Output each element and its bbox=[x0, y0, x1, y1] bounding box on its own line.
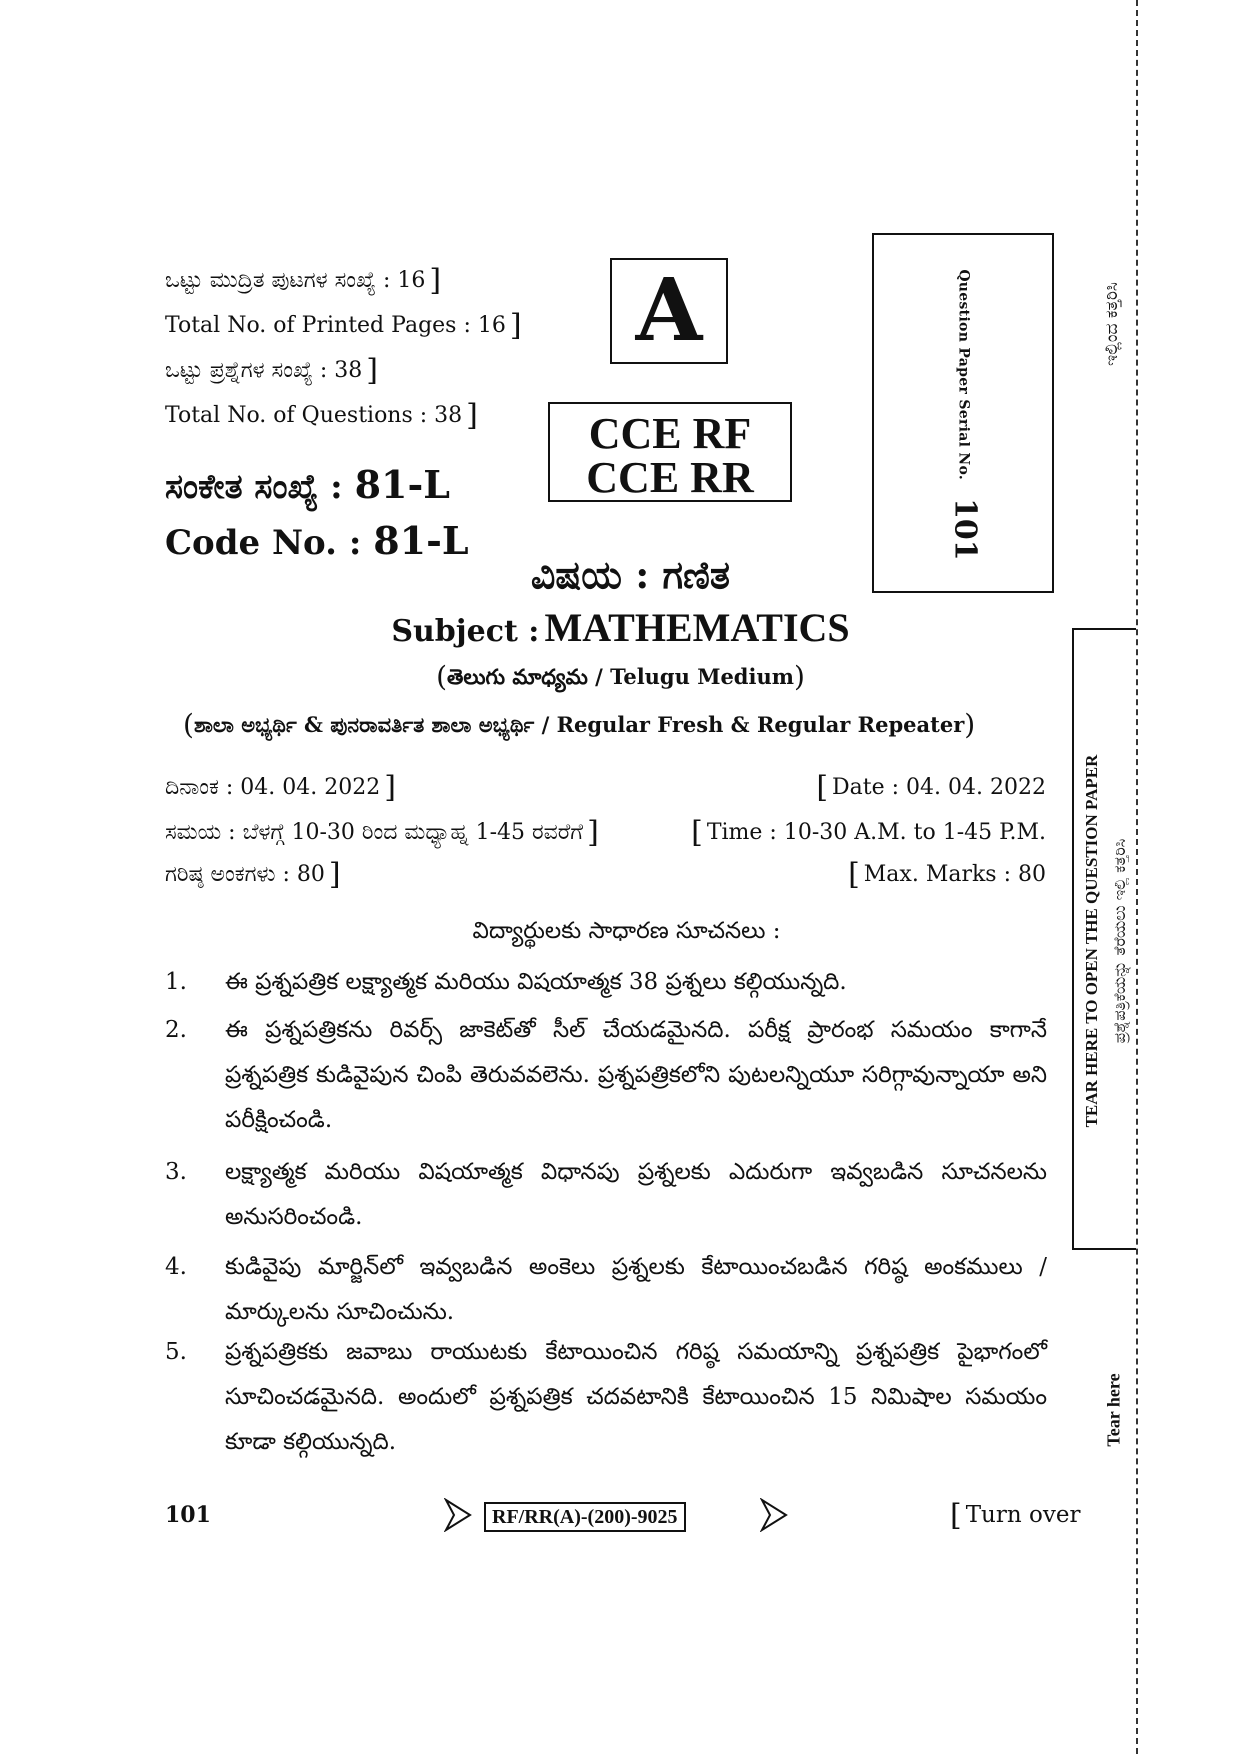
instruction-item: 3. లక్ష్యాత్మక మరియు విషయాత్మక విధానపు ప్రశ్నలకు ఎదురుగా ఇవ్వబడిన సూచనలను అనుసరించండి. bbox=[165, 1159, 1047, 1230]
tear-instruction-kannada: ಪ್ರಶ್ನೆಪತ್ರಿಕೆಯನ್ನು ತೆರೆಯಲು ಇಲ್ಲಿ ಕತ್ತರಿಸಿ bbox=[1110, 838, 1129, 1044]
arrow-right-icon bbox=[444, 1498, 472, 1532]
cce-box: CCE RF CCE RR bbox=[548, 402, 792, 502]
turn-over: [ Turn over bbox=[950, 1498, 1081, 1533]
tear-line bbox=[1136, 0, 1138, 1754]
time-kannada: ಸಮಯ : ಬೆಳಗ್ಗೆ 10-30 ರಿಂದ ಮಧ್ಯಾಹ್ನ 1-45 ರವರೆಗೆ ] bbox=[165, 815, 599, 850]
tear-here: Tear here bbox=[1103, 1373, 1124, 1447]
cut-here-kannada-wrap bbox=[1102, 282, 1196, 366]
serial-number: 101 bbox=[947, 498, 983, 561]
date-kannada: ದಿನಾಂಕ : 04. 04. 2022 ] bbox=[165, 770, 396, 805]
version-box: A bbox=[610, 258, 728, 364]
date-english: [ Date : 04. 04. 2022 bbox=[816, 770, 1046, 805]
instruction-item: 5. ప్రశ్నపత్రికకు జవాబు రాయుటకు కేటాయించిన గరిష్ఠ సమయాన్ని ప్రశ్నపత్రిక పైభాగంలో సూచించడమైనది. అందులో ప్రశ్నపత్రిక చదవటానికి కేటాయించిన 15 నిమిషాల సమయం కూడా కల్గియున్నది. bbox=[165, 1339, 1047, 1455]
medium-line: (తెలుగు మాధ్యమ / Telugu Medium) bbox=[436, 660, 805, 693]
instruction-item: 2. ఈ ప్రశ్నపత్రికను రివర్స్ జాకెట్‌తో సీల్ చేయడమైనది. పరీక్ష ప్రారంభ సమయం కాగానే ప్రశ్నపత్రిక కుడివైపున చింపి తెరువవలెను. ప్రశ్నపత్రికలోని పుటలన్నియూ సరిగ్గావున్నాయా అని పరీక్షించండి. bbox=[165, 1017, 1047, 1133]
tear-instruction-box bbox=[1072, 628, 1136, 1250]
instruction-item: 4. కుడివైపు మార్జిన్‌లో ఇవ్వబడిన అంకెలు ప్రశ్నలకు కేటాయించబడిన గరిష్ఠ అంకములు / మార్కులను సూచించును. bbox=[165, 1254, 1047, 1325]
time-english: [ Time : 10-30 A.M. to 1-45 P.M. bbox=[691, 815, 1046, 850]
questions-count-english: Total No. of Questions : 38 ] bbox=[165, 398, 478, 433]
subject-kannada: ವಿಷಯ : ಗಣಿತ bbox=[530, 552, 731, 597]
serial-label: Question Paper Serial No. bbox=[955, 269, 972, 481]
footer-page-number: 101 bbox=[165, 1502, 211, 1528]
code-number-english: Code No. : 81-L bbox=[165, 518, 469, 563]
instruction-item: 1. ఈ ప్రశ్నపత్రిక లక్ష్యాత్మక మరియు విషయాత్మక 38 ప్రశ్నలు కల్గియున్నది. bbox=[165, 969, 847, 995]
subject-english: Subject : MATHEMATICS bbox=[391, 605, 850, 650]
code-number-kannada: ಸಂಕೇತ ಸಂಖ್ಯೆ : 81-L bbox=[165, 462, 450, 507]
marks-english: [ Max. Marks : 80 bbox=[848, 857, 1046, 892]
tear-here-wrap bbox=[1103, 1373, 1187, 1447]
candidate-type: (ಶಾಲಾ ಅಭ್ಯರ್ಥಿ & ಪುನರಾವರ್ತಿತ ಶಾಲಾ ಅಭ್ಯರ್ಥಿ / Regular Fresh & Regular Repeater) bbox=[183, 708, 976, 741]
tear-instruction-english: TEAR HERE TO OPEN THE QUESTION PAPER bbox=[1082, 754, 1101, 1128]
serial-number-box bbox=[872, 233, 1054, 593]
footer-print-code: RF/RR(A)-(200)-9025 bbox=[484, 1502, 686, 1532]
cut-here-kannada: ಇಲ್ಲಿಂದ ಕತ್ತರಿಸಿ bbox=[1102, 282, 1122, 366]
pages-count-english: Total No. of Printed Pages : 16 ] bbox=[165, 308, 522, 343]
arrow-right-icon bbox=[760, 1498, 788, 1532]
pages-count-kannada: ಒಟ್ಟು ಮುದ್ರಿತ ಪುಟಗಳ ಸಂಖ್ಯೆ : 16 ] bbox=[165, 263, 442, 298]
marks-kannada: ಗರಿಷ್ಠ ಅಂಕಗಳು : 80 ] bbox=[165, 857, 341, 892]
instructions-heading: విద్యార్థులకు సాధారణ సూచనలు : bbox=[472, 918, 781, 944]
questions-count-kannada: ಒಟ್ಟು ಪ್ರಶ್ನೆಗಳ ಸಂಖ್ಯೆ : 38 ] bbox=[165, 353, 379, 388]
